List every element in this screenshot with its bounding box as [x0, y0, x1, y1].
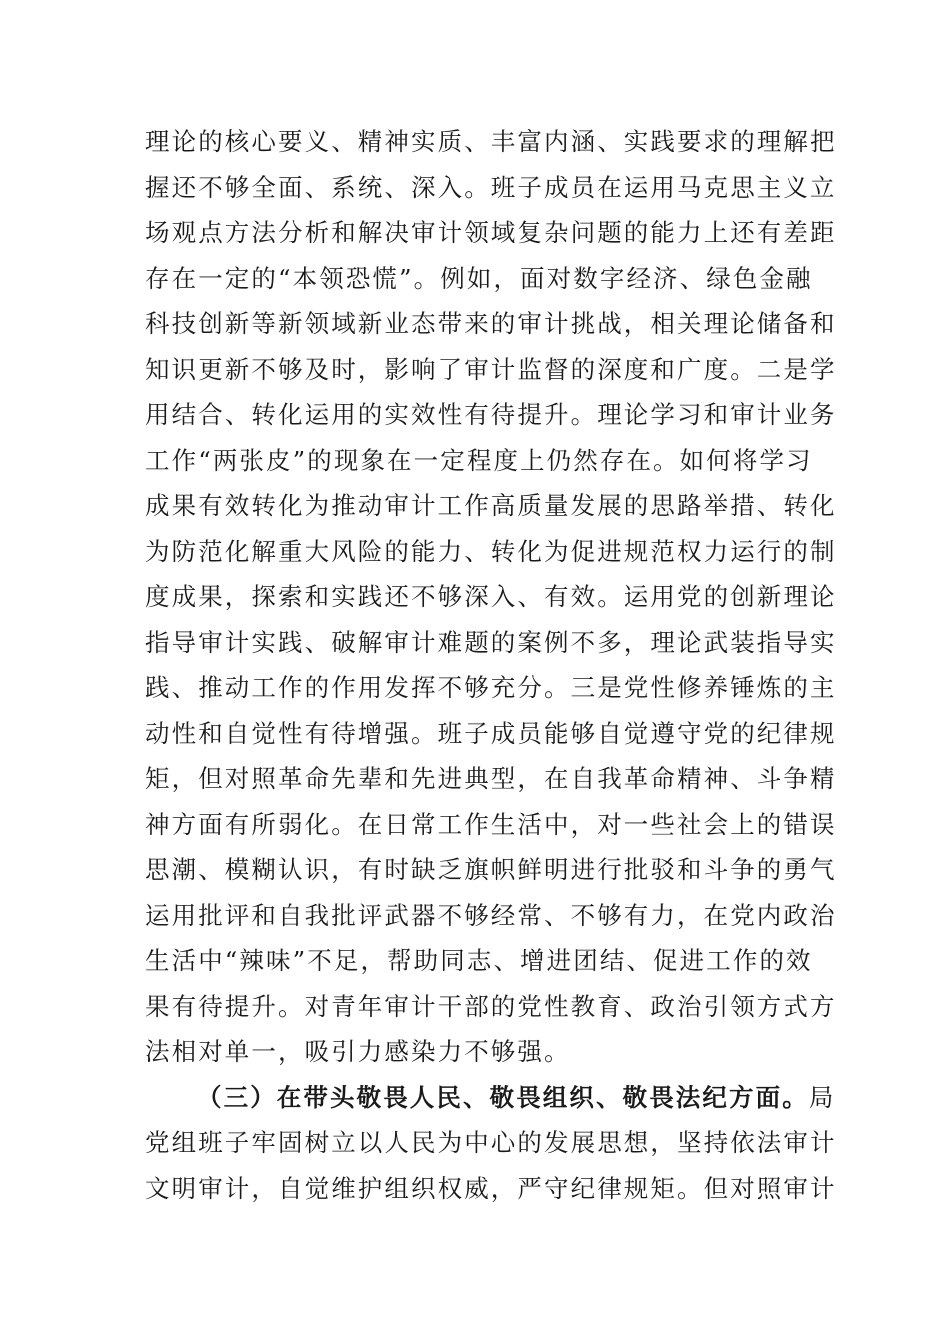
text-line: 为防范化解重大风险的能力、转化为促进规范权力运行的制 — [145, 536, 837, 566]
text-line: 科技创新等新领域新业态带来的审计挑战，相关理论储备和 — [145, 309, 837, 338]
text-line: 思潮、模糊认识，有时缺乏旗帜鲜明进行批驳和斗争的勇气 — [145, 855, 837, 884]
text-line: 党组班子牢固树立以人民为中心的发展思想，坚持依法审计 — [145, 1128, 837, 1157]
text-line: 动性和自觉性有待增强。班子成员能够自觉遵守党的纪律规 — [145, 718, 837, 748]
text-line: 生活中“辣味”不足，帮助同志、增进团结、促进工作的效 — [145, 946, 813, 975]
text-line: 法相对单一，吸引力感染力不够强。 — [145, 1037, 571, 1066]
section-heading: （三）在带头敬畏人民、敬畏组织、敬畏法纪方面。 — [197, 1082, 809, 1112]
text-line: 度成果，探索和实践还不够深入、有效。运用党的创新理论 — [145, 582, 837, 611]
text-line: 理论的核心要义、精神实质、丰富内涵、实践要求的理解把 — [145, 127, 837, 156]
paragraph-2 — [145, 1075, 837, 1212]
section-heading-line — [145, 1075, 836, 1121]
text-line: 场观点方法分析和解决审计领域复杂问题的能力上还有差距 — [145, 218, 837, 247]
body-text — [145, 119, 837, 1211]
text-line: 运用批评和自我批评武器不够经常、不够有力，在党内政治 — [145, 900, 837, 930]
text-line: 神方面有所弱化。在日常工作生活中，对一些社会上的错误 — [145, 809, 837, 839]
text-line: 指导审计实践、破解审计难题的案例不多，理论武装指导实 — [145, 627, 837, 657]
text-line: 握还不够全面、系统、深入。班子成员在运用马克思主义立 — [145, 172, 837, 202]
heading-line-rest: 局 — [808, 1082, 836, 1112]
text-line: 用结合、转化运用的实效性有待提升。理论学习和审计业务 — [145, 400, 837, 429]
text-line: 果有待提升。对青年审计干部的党性教育、政治引领方式方 — [145, 991, 837, 1021]
text-line: 成果有效转化为推动审计工作高质量发展的思路举措、转化 — [145, 491, 837, 520]
text-line: 矩，但对照革命先辈和先进典型，在自我革命精神、斗争精 — [145, 764, 837, 793]
text-line: 知识更新不够及时，影响了审计监督的深度和广度。二是学 — [145, 354, 837, 384]
paragraph-1 — [145, 119, 837, 1075]
text-line: 文明审计，自觉维护组织权威，严守纪律规矩。但对照审计 — [145, 1173, 837, 1203]
text-line: 存在一定的“本领恐慌”。例如，面对数字经济、绿色金融 — [145, 263, 813, 293]
text-line: 工作“两张皮”的现象在一定程度上仍然存在。如何将学习 — [145, 445, 813, 475]
text-line: 践、推动工作的作用发挥不够充分。三是党性修养锤炼的主 — [145, 673, 837, 702]
